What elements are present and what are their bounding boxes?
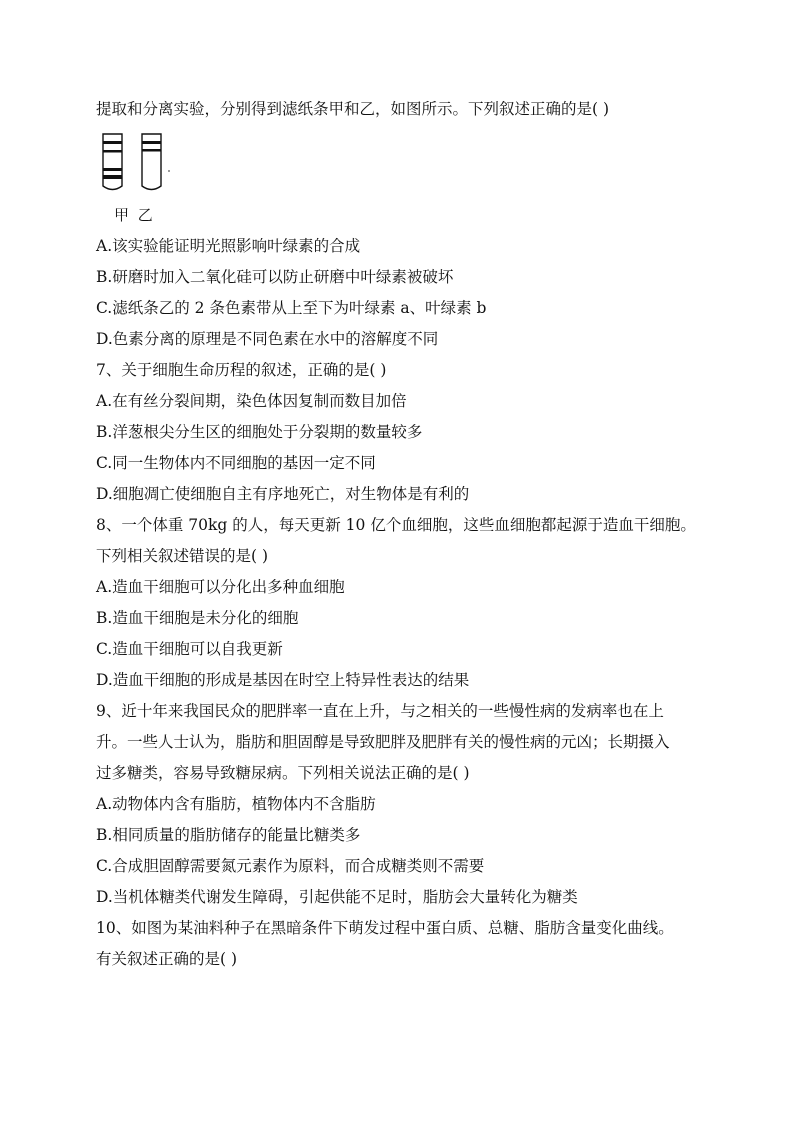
filter-paper-strips-figure [100,132,190,196]
q10-stem-line: 有关叙述正确的是( ) [96,950,238,968]
pigment-band [142,149,161,152]
pigment-band [142,141,161,144]
q8-option-d: D.造血干细胞的形成是基因在时空上特异性表达的结果 [96,671,470,689]
q8-option-b: B.造血干细胞是未分化的细胞 [96,609,299,627]
pigment-band [103,168,122,171]
q6-option-c: C.滤纸条乙的 2 条色素带从上至下为叶绿素 a、叶绿素 b [96,299,487,317]
q10-stem-line: 10、如图为某油料种子在黑暗条件下萌发过程中蛋白质、总糖、脂肪含量变化曲线。 [96,919,674,937]
q6-stem-line: 提取和分离实验，分别得到滤纸条甲和乙，如图所示。下列叙述正确的是( ) [96,100,610,118]
q6-option-a: A.该实验能证明光照影响叶绿素的合成 [96,237,361,255]
q8-stem-line: 下列相关叙述错误的是( ) [96,547,269,565]
q9-option-b: B.相同质量的脂肪储存的能量比糖类多 [96,826,361,844]
q9-stem-line: 升。一些人士认为，脂肪和胆固醇是导致肥胖及肥胖有关的慢性病的元凶；长期摄入 [96,733,670,751]
strip-jia [103,134,122,190]
label-jia: 甲 [114,206,132,224]
q7-option-b: B.洋葱根尖分生区的细胞处于分裂期的数量较多 [96,423,423,441]
strip-yi [142,134,170,190]
q9-stem-line: 9、近十年来我国民众的肥胖率一直在上升，与之相关的一些慢性病的发病率也在上 [96,702,664,720]
q7-option-c: C.同一生物体内不同细胞的基因一定不同 [96,454,376,472]
label-yi: 乙 [137,206,155,224]
q9-option-a: A.动物体内含有脂肪，植物体内不含脂肪 [96,795,376,813]
q6-option-b: B.研磨时加入二氧化硅可以防止研磨中叶绿素被破坏 [96,268,454,286]
q6-option-d: D.色素分离的原理是不同色素在水中的溶解度不同 [96,330,439,348]
q7-stem: 7、关于细胞生命历程的叙述，正确的是( ) [96,361,387,379]
dot-mark [168,170,170,172]
q8-option-a: A.造血干细胞可以分化出多种血细胞 [96,578,345,596]
q9-option-c: C.合成胆固醇需要氮元素作为原料，而合成糖类则不需要 [96,857,485,875]
pigment-band [103,141,122,144]
strip-labels [114,204,155,225]
q7-option-a: A.在有丝分裂间期，染色体因复制而数目加倍 [96,392,407,410]
q8-stem-line: 8、一个体重 70kg 的人，每天更新 10 亿个血细胞，这些血细胞都起源于造血干细胞。 [96,516,696,534]
q8-option-c: C.造血干细胞可以自我更新 [96,640,283,658]
q9-stem-line: 过多糖类，容易导致糖尿病。下列相关说法正确的是( ) [96,764,470,782]
pigment-band [103,150,122,153]
q7-option-d: D.细胞凋亡使细胞自主有序地死亡，对生物体是有利的 [96,485,470,503]
pigment-band [103,175,122,179]
q9-option-d: D.当机体糖类代谢发生障碍，引起供能不足时，脂肪会大量转化为糖类 [96,888,578,906]
